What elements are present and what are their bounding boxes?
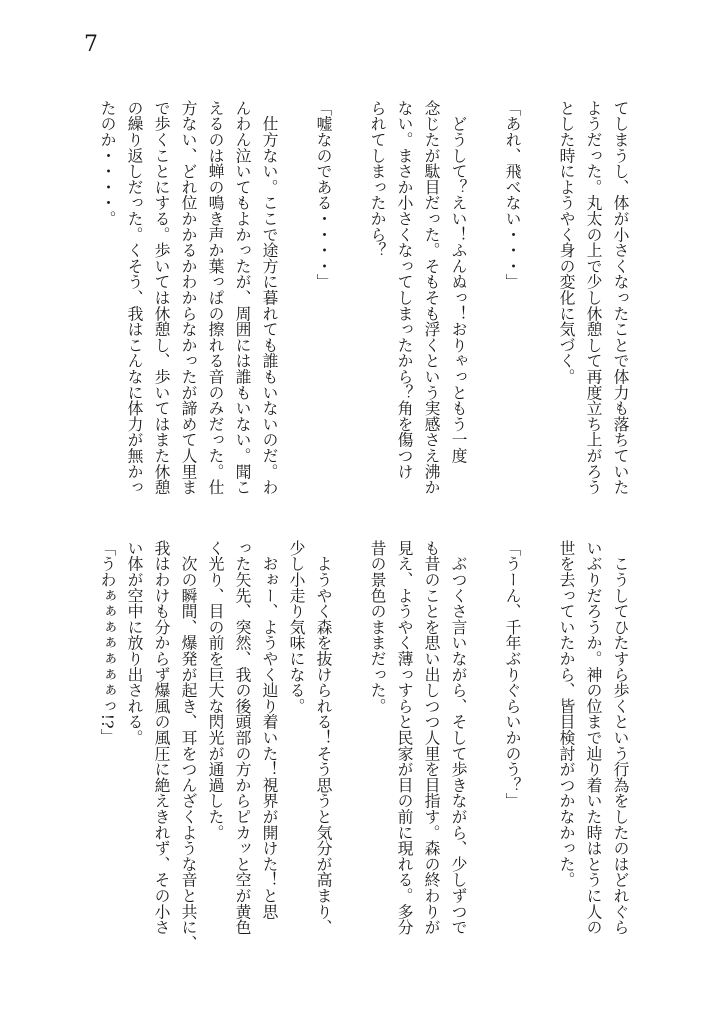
text-column: おぉー、ようやく辿り着いた！視界が開けた！と思 [260,540,279,920]
text-column: った矢先、突然、我の後頭部の方からピカッと空が黄色 [233,540,252,935]
text-column: 「あれ、飛べない・・・」 [503,100,522,290]
text-column: ない。まさか小さくなってしまったから？角を傷つけ [395,100,414,480]
text-column: 念じたが駄目だった。そもそも浮くという実感さえ沸か [422,100,441,495]
text-column: ようやく森を抜けられる！そう思うと気分が高まり、 [314,540,333,935]
text-column: 次の瞬間、爆発が起き、耳をつんざくような音と共に、 [179,540,198,951]
text-column: 「うわぁぁぁぁぁぁぁっ!?」 [98,540,117,745]
text-column: 見え、ようやく薄っすらと民家が目の前に現れる。多分 [395,540,414,935]
text-column: 「嘘なのである・・・・」 [314,100,333,290]
text-column: 我はわけも分からず爆風の風圧に絶えきれず、その小さ [152,540,171,935]
text-column: い体が空中に放り出される。 [125,540,144,746]
text-column: こうしてひたすら歩くという行為をしたのはどれぐら [611,540,630,935]
text-column: の繰り返しだった。くそう、我はこんなに体力が無かっ [125,100,144,495]
text-column: られてしまったから？ [368,100,387,258]
text-column: で歩くことにする。歩いては休憩し、歩いてはまた休憩 [152,100,171,495]
text-column: ようだった。丸太の上で少し休憩して再度立ち上がろう [584,100,603,495]
text-column: とした時にようやく身の変化に気づく。 [557,100,576,385]
text-column: 世を去っていたから、皆目検討がつかなかった。 [557,540,576,888]
text-column: えるのは蝉の鳴き声か葉っぱの擦れる音のみだった。仕 [206,100,225,495]
text-column: 昔の景色のままだった。 [368,540,387,714]
text-column: どうして？えい！ふんぬっ！おりゃっともう一度 [449,100,468,464]
text-column: 少し小走り気味になる。 [287,540,306,714]
text-column: 「うーん、千年ぶりぐらいかのう？」 [503,540,522,809]
text-column: てしまうし、体が小さくなったことで体力も落ちていた [611,100,630,495]
text-column: く光り、目の前を巨大な閃光が通過した。 [206,540,225,841]
text-column: いぶりだろうか。神の位まで辿り着いた時はとうに人の [584,540,603,935]
text-column: 方ない、どれ位かかるかわからなかったが諦めて人里ま [179,100,198,495]
page-number: 7 [84,32,98,57]
text-column: も昔のことを思い出しつつ人里を目指す。森の終わりが [422,540,441,935]
text-column: んわん泣いてもよかったが、周囲には誰もいない。聞こ [233,100,252,495]
text-column: ぶつくさ言いながら、そして歩きながら、少しずつで [449,540,468,935]
text-column: 仕方ない。ここで途方に暮れても誰もいないのだ。わ [260,100,279,495]
text-column: たのか・・・・。 [98,100,117,227]
